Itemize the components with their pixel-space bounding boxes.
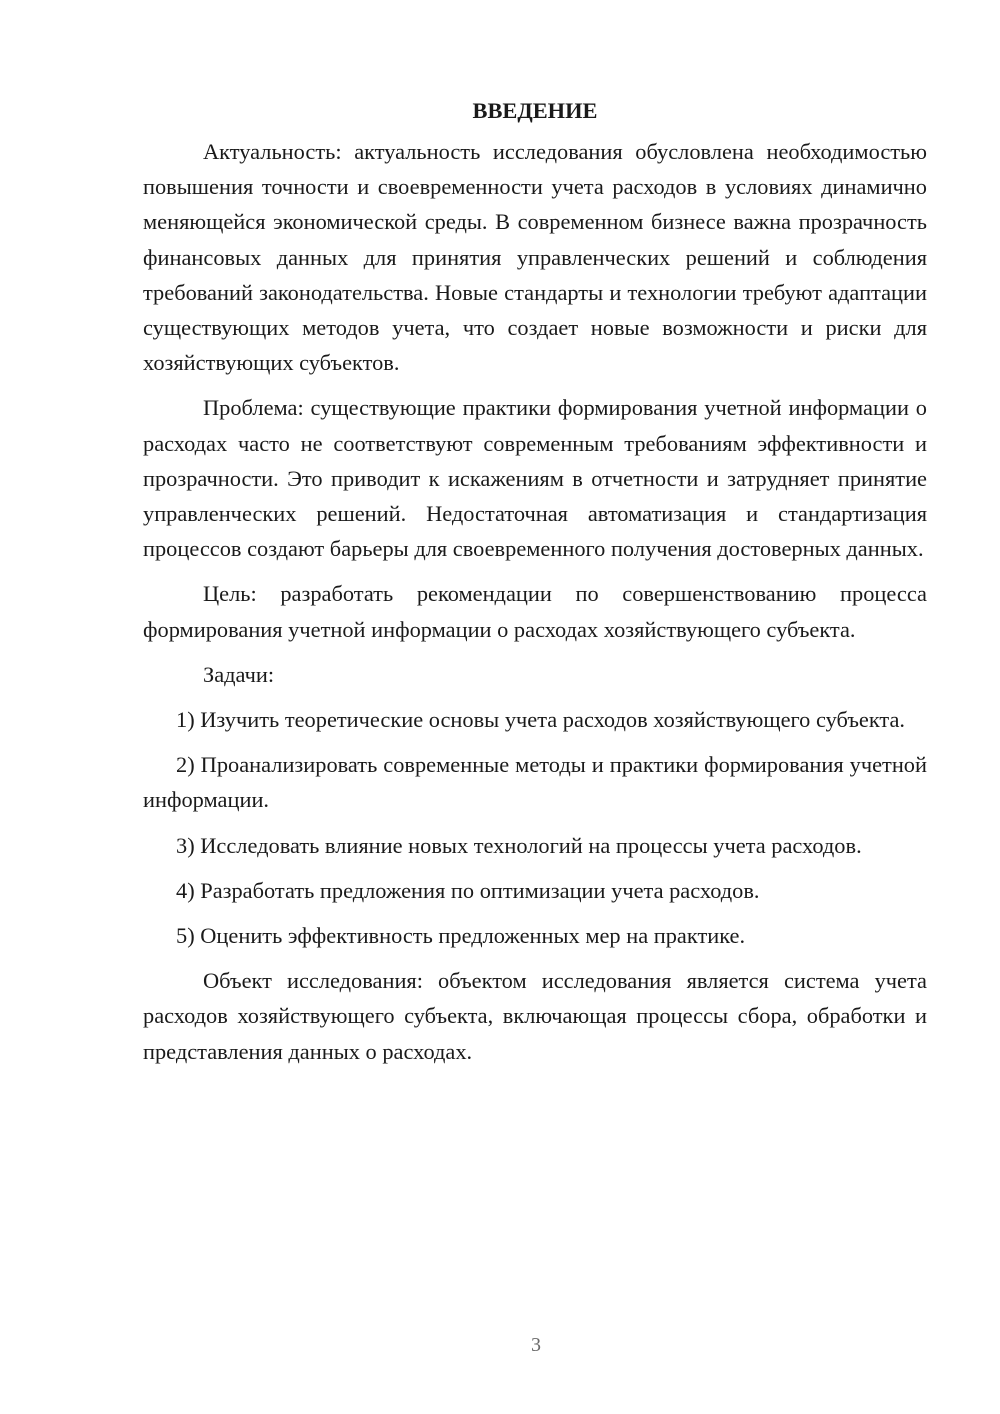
paragraph-problem: Проблема: существующие практики формирования учетной информации о расходах часто не соответствуют современным требованиям эффективности и прозрачности. Это приводит к искажениям в отчетности и затрудняет принятие управленческих решений. Недостаточная автоматизация и стандартизация процессов создают барьеры для своевременного получения достоверных данных. bbox=[143, 395, 927, 562]
page-title: ВВЕДЕНИЕ bbox=[472, 98, 598, 123]
task-item: 2) Проанализировать современные методы и практики формирования учетной информации. bbox=[143, 752, 927, 813]
tasks-heading: Задачи: bbox=[203, 661, 275, 687]
task-item: 3) Исследовать влияние новых технологий на процессы учета расходов. bbox=[176, 832, 862, 858]
task-item: 5) Оценить эффективность предложенных мер на практике. bbox=[176, 923, 746, 949]
page-number: 3 bbox=[531, 1334, 541, 1356]
paragraph-relevance: Актуальность: актуальность исследования обусловлена необходимостью повышения точности и своевременности учета расходов в условиях динамично меняющейся экономической среды. В современном бизнесе важна прозрачность финансовых данных для принятия управленческих решений и соблюдения требований законодательства. Новые стандарты и технологии требуют адаптации существующих методов учета, что создает новые возможности и риски для хозяйствующих субъектов. bbox=[143, 139, 927, 376]
task-item: 1) Изучить теоретические основы учета расходов хозяйствующего субъекта. bbox=[176, 707, 906, 733]
paragraph-object: Объект исследования: объектом исследования является система учета расходов хозяйствующего субъекта, включающая процессы сбора, обработки и представления данных о расходах. bbox=[143, 968, 927, 1064]
page-content bbox=[143, 96, 927, 1079]
tasks-list bbox=[143, 702, 927, 953]
paragraph-goal: Цель: разработать рекомендации по совершенствованию процесса формирования учетной информации о расходах хозяйствующего субъекта. bbox=[143, 581, 927, 642]
task-item: 4) Разработать предложения по оптимизации учета расходов. bbox=[176, 877, 760, 903]
